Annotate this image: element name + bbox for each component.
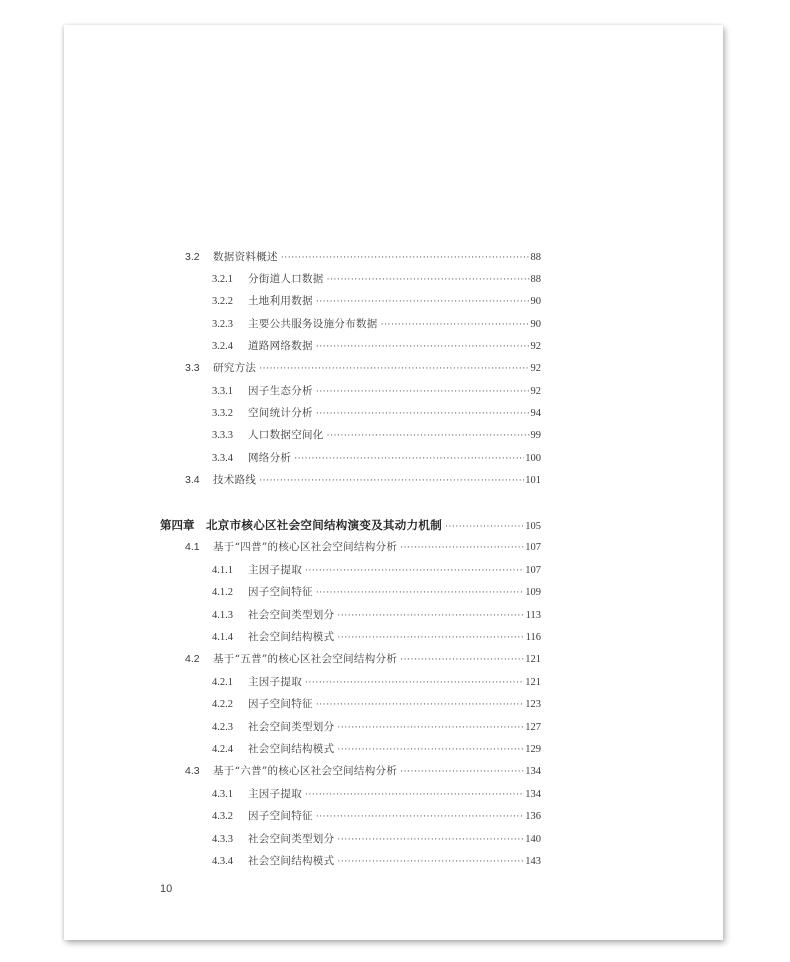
entry-number: 3.3 <box>185 362 200 374</box>
entry-title: 土地利用数据 <box>248 295 313 307</box>
dot-leader <box>316 404 530 424</box>
entry-page: 90 <box>530 319 541 330</box>
entry-page: 134 <box>525 789 541 800</box>
toc-entry-subsection <box>212 627 541 647</box>
entry-title: 社会空间类型划分 <box>248 609 335 621</box>
entry-title: 主要公共服务设施分布数据 <box>248 318 378 330</box>
entry-title: 社会空间类型划分 <box>248 833 335 845</box>
dot-leader <box>305 561 524 581</box>
entry-page: 107 <box>525 565 541 576</box>
entry-page: 90 <box>530 296 541 307</box>
table-of-contents <box>64 25 723 940</box>
chapter-number: 第四章 <box>160 518 195 532</box>
dot-leader <box>337 852 524 872</box>
entry-page: 92 <box>530 341 541 352</box>
toc-entry-subsection <box>212 381 541 401</box>
dot-leader <box>337 628 524 648</box>
toc-entry-subsection <box>212 403 541 423</box>
entry-number: 4.2.2 <box>212 699 233 710</box>
entry-number: 4.2.1 <box>212 677 233 688</box>
entry-page: 127 <box>525 722 541 733</box>
entry-title: 技术路线 <box>213 474 257 486</box>
entry-number: 4.3 <box>185 765 200 777</box>
entry-title: 因子生态分析 <box>248 385 313 397</box>
entry-page: 99 <box>530 430 541 441</box>
entry-page: 88 <box>530 274 541 285</box>
entry-page: 109 <box>525 587 541 598</box>
dot-leader <box>281 248 530 268</box>
toc-entry-subsection <box>212 448 541 468</box>
dot-leader <box>316 583 524 603</box>
entry-page: 92 <box>530 386 541 397</box>
entry-number: 3.3.4 <box>212 453 233 464</box>
dot-leader <box>337 830 524 850</box>
toc-entry-chapter <box>160 515 541 535</box>
toc-entry-subsection <box>212 269 541 289</box>
toc-entry-subsection <box>212 851 541 871</box>
entry-title: 道路网络数据 <box>248 340 313 352</box>
entry-page: 136 <box>525 811 541 822</box>
entry-number: 3.4 <box>185 474 200 486</box>
entry-number: 3.2.4 <box>212 341 233 352</box>
entry-title: 分街道人口数据 <box>248 273 324 285</box>
dot-leader <box>381 315 530 335</box>
entry-title: 因子空间特征 <box>248 698 313 710</box>
entry-number: 4.1.1 <box>212 565 233 576</box>
page-number: 10 <box>160 883 173 895</box>
entry-title: 主因子提取 <box>248 676 302 688</box>
toc-entry-subsection <box>212 582 541 602</box>
entry-number: 4.3.1 <box>212 789 233 800</box>
entry-number: 3.3.3 <box>212 430 233 441</box>
entry-title: 社会空间结构模式 <box>248 631 335 643</box>
entry-number: 3.2.1 <box>212 274 233 285</box>
dot-leader <box>316 382 530 402</box>
entry-page: 121 <box>525 677 541 688</box>
entry-page: 105 <box>525 521 541 532</box>
dot-leader <box>259 359 529 379</box>
toc-entry-subsection <box>212 717 541 737</box>
toc-entry-subsection <box>212 605 541 625</box>
entry-page: 140 <box>525 834 541 845</box>
toc-entry-section <box>185 470 541 490</box>
entry-number: 4.1.2 <box>212 587 233 598</box>
chapter-title: 北京市核心区社会空间结构演变及其动力机制 <box>206 518 442 532</box>
dot-leader <box>327 426 530 446</box>
toc-entry-subsection <box>212 784 541 804</box>
entry-page: 121 <box>525 654 541 665</box>
entry-page: 143 <box>525 856 541 867</box>
entry-page: 94 <box>530 408 541 419</box>
entry-title: 基于“四普”的核心区社会空间结构分析 <box>213 541 398 553</box>
dot-leader <box>305 785 524 805</box>
entry-page: 107 <box>525 542 541 553</box>
entry-title: 因子空间特征 <box>248 810 313 822</box>
entry-number: 4.1.4 <box>212 632 233 643</box>
dot-leader <box>400 762 524 782</box>
entry-page: 100 <box>525 453 541 464</box>
entry-number: 4.3.2 <box>212 811 233 822</box>
dot-leader <box>316 695 524 715</box>
entry-title: 社会空间结构模式 <box>248 855 335 867</box>
dot-leader <box>327 270 530 290</box>
entry-page: 129 <box>525 744 541 755</box>
entry-number: 3.3.2 <box>212 408 233 419</box>
dot-leader <box>305 673 524 693</box>
entry-title: 人口数据空间化 <box>248 429 324 441</box>
toc-entry-section <box>185 761 541 781</box>
toc-entry-subsection <box>212 694 541 714</box>
dot-leader <box>316 292 530 312</box>
dot-leader <box>400 650 524 670</box>
toc-entry-section <box>185 537 541 557</box>
entry-title: 研究方法 <box>213 362 257 374</box>
toc-entry-subsection <box>212 829 541 849</box>
entry-page: 134 <box>525 766 541 777</box>
toc-entry-section <box>185 247 541 267</box>
dot-leader <box>400 538 524 558</box>
dot-leader <box>337 718 524 738</box>
entry-title: 主因子提取 <box>248 564 302 576</box>
dot-leader <box>294 449 524 469</box>
entry-number: 3.2.2 <box>212 296 233 307</box>
entry-page: 123 <box>525 699 541 710</box>
toc-entry-section <box>185 649 541 669</box>
entry-number: 3.2 <box>185 251 200 263</box>
dot-leader <box>316 807 524 827</box>
toc-entry-subsection <box>212 291 541 311</box>
entry-page: 88 <box>530 252 541 263</box>
entry-number: 4.1.3 <box>212 610 233 621</box>
entry-title: 因子空间特征 <box>248 586 313 598</box>
entry-number: 3.3.1 <box>212 386 233 397</box>
entry-title: 基于“五普”的核心区社会空间结构分析 <box>213 653 398 665</box>
dot-leader <box>337 606 524 626</box>
entry-number: 4.2.3 <box>212 722 233 733</box>
toc-entry-subsection <box>212 425 541 445</box>
toc-entry-subsection <box>212 806 541 826</box>
entry-number: 4.3.4 <box>212 856 233 867</box>
toc-entry-subsection <box>212 739 541 759</box>
entry-page: 101 <box>525 475 541 486</box>
dot-leader <box>316 337 530 357</box>
entry-number: 4.3.3 <box>212 834 233 845</box>
book-page <box>64 25 723 940</box>
entry-title: 主因子提取 <box>248 788 302 800</box>
toc-entry-subsection <box>212 672 541 692</box>
toc-entry-section <box>185 358 541 378</box>
entry-number: 4.2.4 <box>212 744 233 755</box>
entry-title: 社会空间结构模式 <box>248 743 335 755</box>
entry-title: 基于“六普”的核心区社会空间结构分析 <box>213 765 398 777</box>
toc-entry-subsection <box>212 336 541 356</box>
dot-leader <box>259 471 524 491</box>
entry-number: 4.1 <box>185 541 200 553</box>
entry-page: 116 <box>525 632 541 643</box>
dot-leader <box>337 740 524 760</box>
entry-title: 社会空间类型划分 <box>248 721 335 733</box>
entry-number: 4.2 <box>185 653 200 665</box>
entry-number: 3.2.3 <box>212 319 233 330</box>
dot-leader <box>445 517 524 537</box>
entry-title: 数据资料概述 <box>213 251 278 263</box>
entry-page: 92 <box>530 363 541 374</box>
entry-page: 113 <box>525 610 541 621</box>
entry-title: 空间统计分析 <box>248 407 313 419</box>
toc-entry-subsection <box>212 314 541 334</box>
entry-title: 网络分析 <box>248 452 292 464</box>
toc-entry-subsection <box>212 560 541 580</box>
